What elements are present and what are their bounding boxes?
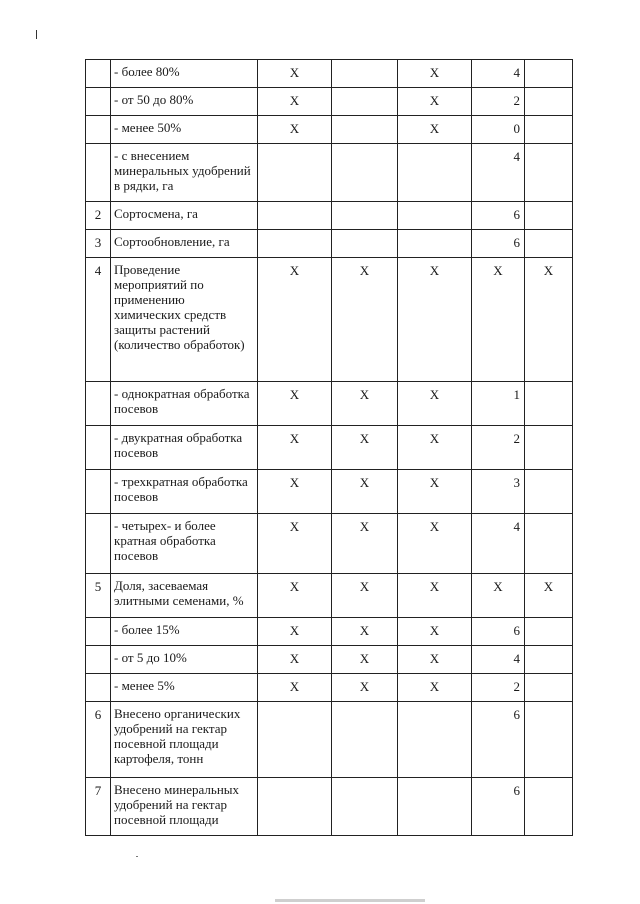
cell-col-2: X [332, 574, 398, 618]
row-label: Внесено минеральных удобрений на гектар посевной площади [111, 778, 258, 836]
cell-col-4: 4 [472, 514, 525, 574]
cell-col-2 [332, 60, 398, 88]
cell-col-3 [398, 144, 472, 202]
row-label: Внесено органических удобрений на гектар посевной площади картофеля, тонн [111, 702, 258, 778]
table-row [86, 646, 573, 674]
table-row [86, 116, 573, 144]
cell-col-5 [525, 382, 573, 426]
cell-col-4: 2 [472, 674, 525, 702]
cell-col-2: X [332, 674, 398, 702]
cell-col-5 [525, 514, 573, 574]
table-row [86, 470, 573, 514]
cell-col-1: X [258, 382, 332, 426]
table-row [86, 382, 573, 426]
row-label: - от 50 до 80% [111, 88, 258, 116]
cell-col-3: X [398, 618, 472, 646]
scan-speck [136, 856, 138, 857]
cell-col-3 [398, 778, 472, 836]
cell-col-1: X [258, 116, 332, 144]
table-row [86, 574, 573, 618]
row-number [86, 116, 111, 144]
table-row [86, 88, 573, 116]
cell-col-3: X [398, 116, 472, 144]
cell-col-4: 2 [472, 426, 525, 470]
cell-col-2 [332, 202, 398, 230]
cell-col-4: 6 [472, 202, 525, 230]
cell-col-5 [525, 646, 573, 674]
row-label: Доля, засеваемая элитными семенами, % [111, 574, 258, 618]
cell-col-1 [258, 202, 332, 230]
cell-col-4: 6 [472, 778, 525, 836]
cell-col-1: X [258, 674, 332, 702]
cell-col-5 [525, 426, 573, 470]
row-label: - однократная обработка посевов [111, 382, 258, 426]
cell-col-1 [258, 230, 332, 258]
table-row [86, 144, 573, 202]
cell-col-4: 0 [472, 116, 525, 144]
cell-col-3 [398, 230, 472, 258]
cell-col-2 [332, 144, 398, 202]
row-label: - более 80% [111, 60, 258, 88]
row-number [86, 88, 111, 116]
cell-col-4: 1 [472, 382, 525, 426]
cell-col-2: X [332, 426, 398, 470]
row-number: 4 [86, 258, 111, 382]
row-number: 6 [86, 702, 111, 778]
cell-col-1 [258, 144, 332, 202]
cell-col-4: 4 [472, 60, 525, 88]
table-row [86, 702, 573, 778]
cell-col-4: 4 [472, 144, 525, 202]
cell-col-1: X [258, 426, 332, 470]
cell-col-5 [525, 144, 573, 202]
row-number [86, 426, 111, 470]
cell-col-5 [525, 470, 573, 514]
cell-col-4: X [472, 258, 525, 382]
cell-col-5 [525, 674, 573, 702]
cell-col-2: X [332, 646, 398, 674]
table-row [86, 258, 573, 382]
table-row [86, 618, 573, 646]
row-label: - трехкратная обработка посевов [111, 470, 258, 514]
cell-col-2 [332, 230, 398, 258]
row-label: - от 5 до 10% [111, 646, 258, 674]
cell-col-5 [525, 88, 573, 116]
row-number: 2 [86, 202, 111, 230]
cell-col-4: 6 [472, 618, 525, 646]
row-number [86, 618, 111, 646]
row-label: - двукратная обработка посевов [111, 426, 258, 470]
cell-col-1 [258, 778, 332, 836]
row-label: - с внесением минеральных удобрений в рядки, га [111, 144, 258, 202]
cell-col-4: 4 [472, 646, 525, 674]
row-label: - более 15% [111, 618, 258, 646]
table-row [86, 60, 573, 88]
row-number [86, 646, 111, 674]
row-number: 7 [86, 778, 111, 836]
cell-col-2: X [332, 618, 398, 646]
cell-col-5 [525, 116, 573, 144]
row-number [86, 60, 111, 88]
cell-col-3: X [398, 574, 472, 618]
cell-col-4: 3 [472, 470, 525, 514]
cell-col-1: X [258, 514, 332, 574]
row-label: - менее 50% [111, 116, 258, 144]
cell-col-5 [525, 778, 573, 836]
row-number [86, 382, 111, 426]
cell-col-3: X [398, 258, 472, 382]
cell-col-4: 6 [472, 230, 525, 258]
table-row [86, 230, 573, 258]
cell-col-3: X [398, 674, 472, 702]
cell-col-4: 6 [472, 702, 525, 778]
row-number [86, 674, 111, 702]
row-number [86, 470, 111, 514]
cell-col-2: X [332, 258, 398, 382]
cell-col-1 [258, 702, 332, 778]
cell-col-3: X [398, 470, 472, 514]
table-row [86, 778, 573, 836]
cell-col-1: X [258, 88, 332, 116]
row-label: Проведение мероприятий по применению химических средств защиты растений (количество обработок) [111, 258, 258, 382]
row-label: - менее 5% [111, 674, 258, 702]
cell-col-3: X [398, 88, 472, 116]
cell-col-5: X [525, 574, 573, 618]
cell-col-1: X [258, 470, 332, 514]
cell-col-3 [398, 702, 472, 778]
table-row [86, 202, 573, 230]
cell-col-2 [332, 88, 398, 116]
cell-col-2: X [332, 470, 398, 514]
cell-col-5 [525, 702, 573, 778]
table-row [86, 426, 573, 470]
row-label: - четырех- и более кратная обработка посевов [111, 514, 258, 574]
cell-col-5: X [525, 258, 573, 382]
criteria-table [85, 59, 573, 836]
cell-col-5 [525, 60, 573, 88]
cell-col-1: X [258, 574, 332, 618]
row-label: Сортообновление, га [111, 230, 258, 258]
cell-col-2 [332, 702, 398, 778]
table-row [86, 674, 573, 702]
cell-col-5 [525, 230, 573, 258]
footer-scan-mark [275, 899, 425, 902]
row-number: 5 [86, 574, 111, 618]
table-row [86, 514, 573, 574]
cell-col-1: X [258, 60, 332, 88]
cell-col-1: X [258, 618, 332, 646]
row-number [86, 514, 111, 574]
cell-col-3: X [398, 60, 472, 88]
cell-col-5 [525, 618, 573, 646]
cell-col-1: X [258, 258, 332, 382]
row-number: 3 [86, 230, 111, 258]
cell-col-2: X [332, 382, 398, 426]
cell-col-4: 2 [472, 88, 525, 116]
cell-col-2: X [332, 514, 398, 574]
margin-tick-mark [36, 30, 37, 39]
cell-col-5 [525, 202, 573, 230]
cell-col-3: X [398, 382, 472, 426]
cell-col-1: X [258, 646, 332, 674]
cell-col-3: X [398, 646, 472, 674]
cell-col-2 [332, 116, 398, 144]
cell-col-2 [332, 778, 398, 836]
cell-col-3: X [398, 426, 472, 470]
row-number [86, 144, 111, 202]
row-label: Сортосмена, га [111, 202, 258, 230]
cell-col-4: X [472, 574, 525, 618]
cell-col-3: X [398, 514, 472, 574]
cell-col-3 [398, 202, 472, 230]
